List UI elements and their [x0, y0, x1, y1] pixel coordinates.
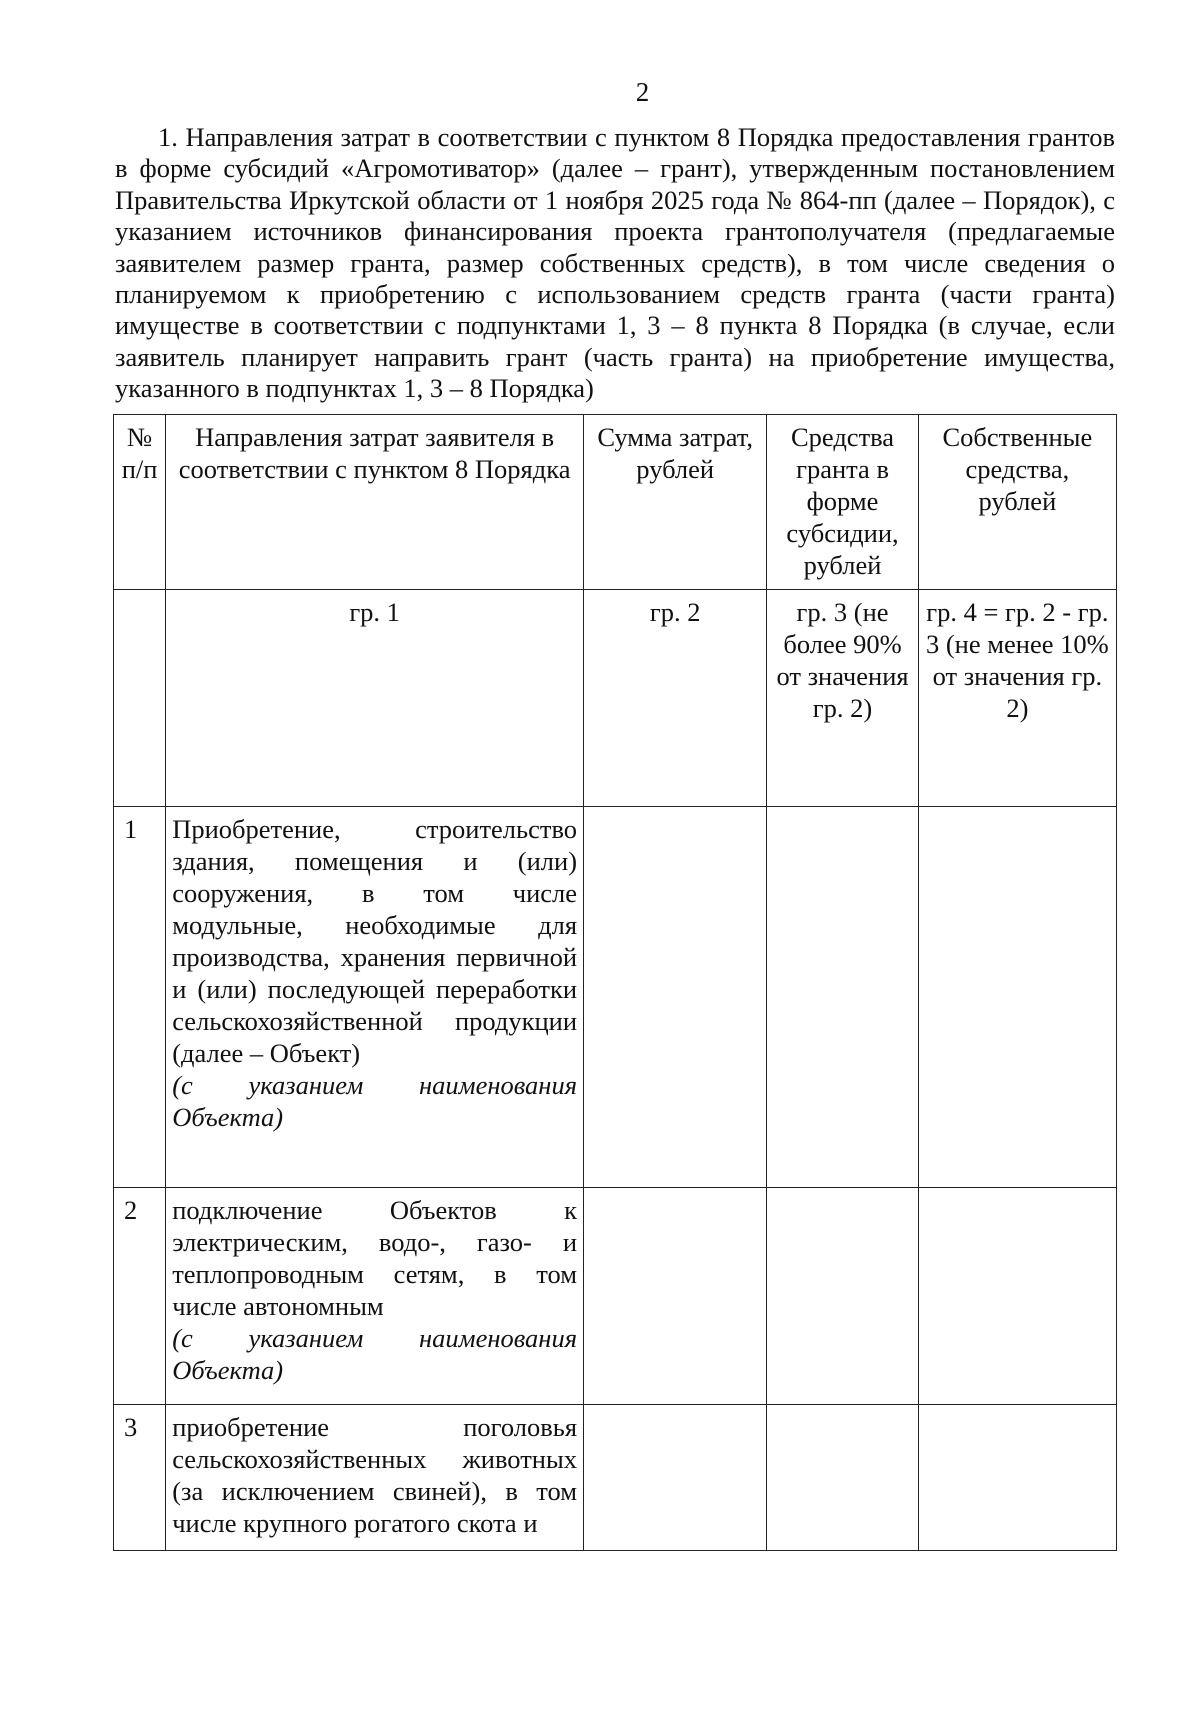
row-direction — [166, 807, 584, 1188]
colnum-num — [114, 590, 166, 807]
row-direction-text: Приобретение, строительство здания, помещения и (или) сооружения, в том числе модульные, необходимые для производства, хранения первичной и (или) последующей переработки сельскохозяйственной продукции (далее – Объект) — [172, 814, 578, 1068]
colnum-own: гр. 4 = гр. 2 - гр. 3 (не менее 10% от значения гр. 2) — [918, 590, 1116, 807]
row-own[interactable] — [918, 807, 1116, 1188]
row-sum[interactable] — [584, 1405, 767, 1551]
row-sum[interactable] — [584, 1188, 767, 1405]
row-own[interactable] — [918, 1405, 1116, 1551]
row-direction-note: (с указанием наименования Объекта) — [172, 1323, 578, 1385]
header-own: Собственные средства, рублей — [918, 415, 1116, 590]
header-direction: Направления затрат заявителя в соответствии с пунктом 8 Порядка — [166, 415, 584, 590]
row-own[interactable] — [918, 1188, 1116, 1405]
row-grant[interactable] — [767, 807, 918, 1188]
table-header-row — [114, 415, 1117, 590]
row-direction-text: приобретение поголовья сельскохозяйственных животных (за исключением свиней), в том числе крупного рогатого скота и — [172, 1412, 578, 1538]
row-grant[interactable] — [767, 1188, 918, 1405]
row-sum[interactable] — [584, 807, 767, 1188]
table-row — [114, 807, 1117, 1188]
page-number: 2 — [635, 77, 650, 107]
row-num: 2 — [114, 1188, 166, 1405]
row-grant[interactable] — [767, 1405, 918, 1551]
table-row — [114, 1188, 1117, 1405]
row-num: 1 — [114, 807, 166, 1188]
colnum-direction: гр. 1 — [166, 590, 584, 807]
colnum-grant: гр. 3 (не более 90% от значения гр. 2) — [767, 590, 918, 807]
intro-paragraph: 1. Направления затрат в соответствии с пунктом 8 Порядка предоставления грантов в форме субсидий «Агромотиватор» (далее – грант), утвержденным постановлением Правительства Иркутской области от 1 ноября 2025 года № 864-пп (далее – Порядок), с указанием источников финансирования проекта грантополучателя (предлагаемые заявителем размер гранта, размер собственных средств), в том числе сведения о планируемом к приобретению с использованием средств гранта (части гранта) имуществе в соответствии с подпунктами 1, 3 – 8 пункта 8 Порядка (в случае, если заявитель планирует направить грант (часть гранта) на приобретение имущества, указанного в подпунктах 1, 3 – 8 Порядка) — [115, 122, 1115, 404]
row-direction-text: подключение Объектов к электрическим, водо-, газо- и теплопроводным сетям, в том числе автономным — [172, 1195, 578, 1321]
row-direction-note: (с указанием наименования Объекта) — [172, 1070, 578, 1132]
colnum-sum: гр. 2 — [584, 590, 767, 807]
header-grant: Средства гранта в форме субсидии, рублей — [767, 415, 918, 590]
row-num: 3 — [114, 1405, 166, 1551]
column-number-row — [114, 590, 1117, 807]
row-direction — [166, 1188, 584, 1405]
costs-table — [113, 414, 1117, 1551]
header-num: № п/п — [114, 415, 166, 590]
table-row — [114, 1405, 1117, 1551]
row-direction — [166, 1405, 584, 1551]
header-sum: Сумма затрат, рублей — [584, 415, 767, 590]
